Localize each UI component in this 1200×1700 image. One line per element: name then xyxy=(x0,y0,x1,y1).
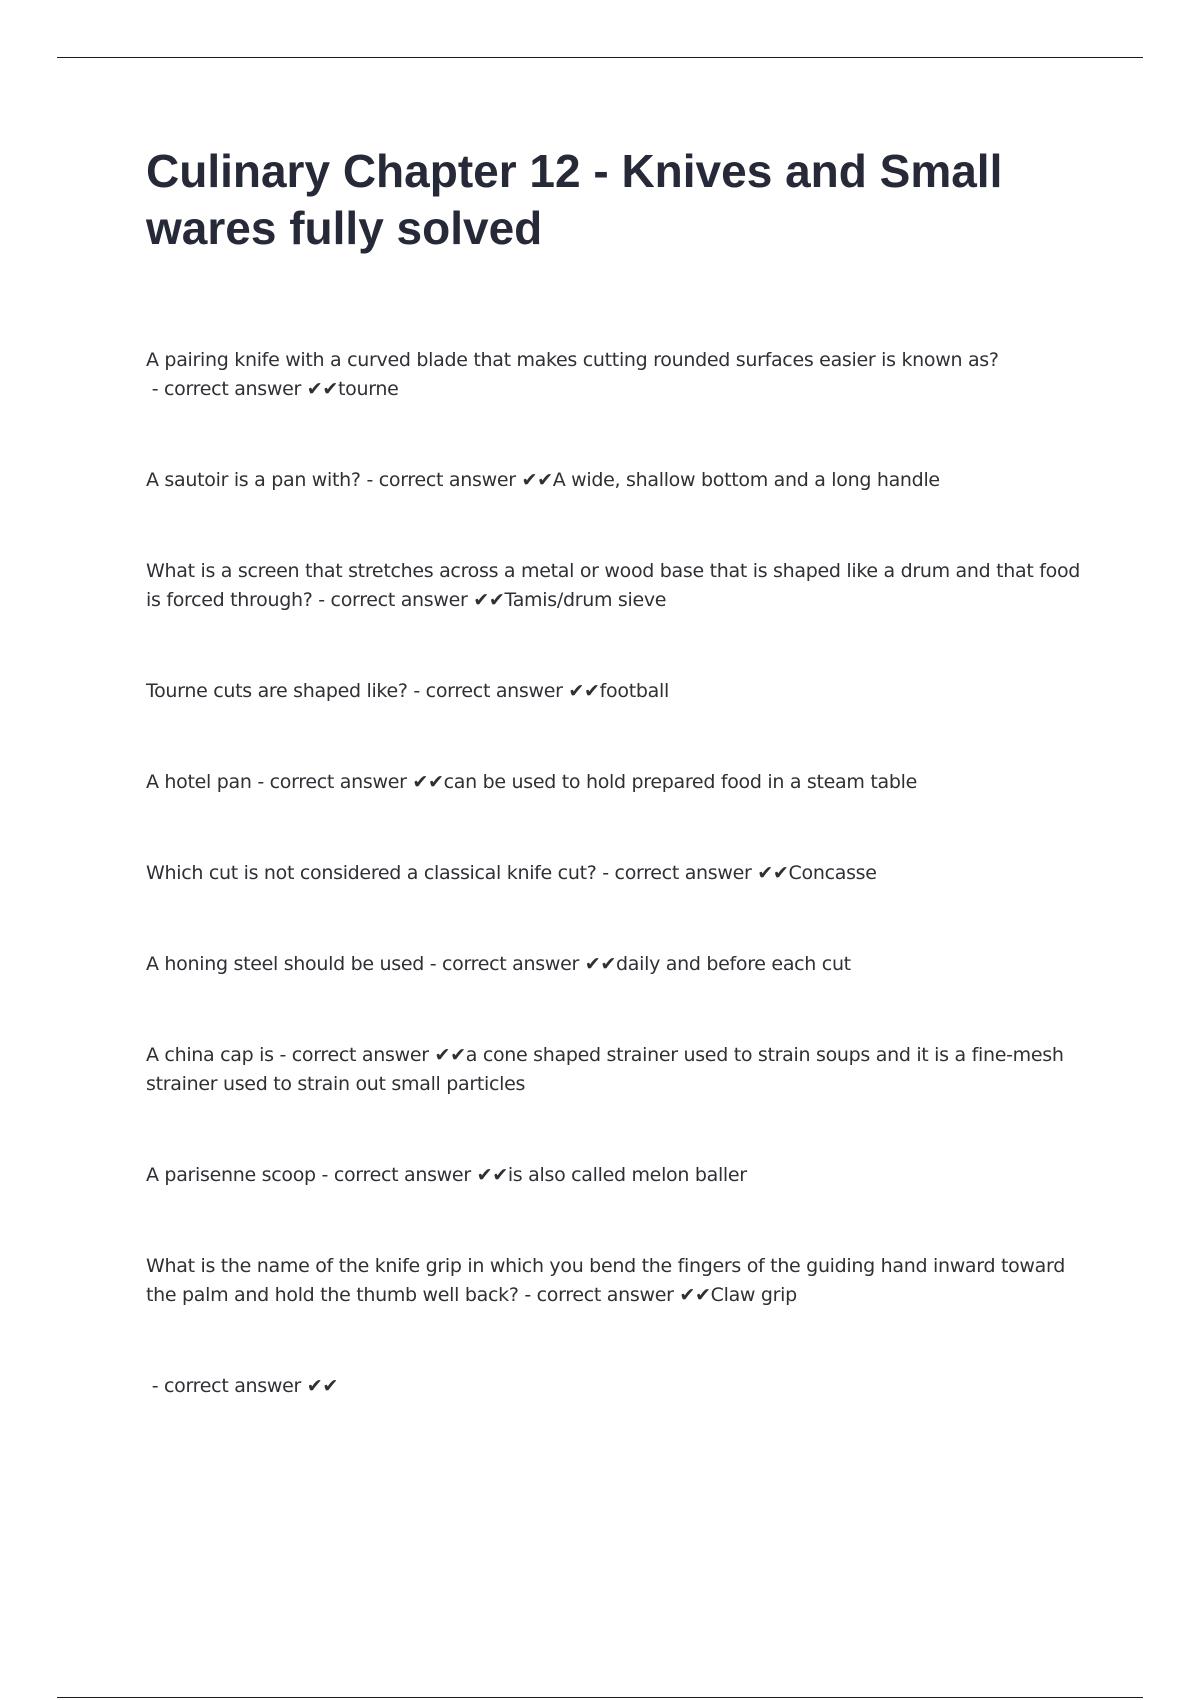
checkmark-icon: ✔✔ xyxy=(412,771,444,793)
qa-item xyxy=(146,1372,1086,1401)
qa-item xyxy=(146,677,1086,706)
header-rule xyxy=(57,57,1143,58)
answer-text: can be used to hold prepared food in a steam table xyxy=(443,771,917,793)
qa-item xyxy=(146,768,1086,797)
qa-item xyxy=(146,557,1086,615)
checkmark-icon: ✔✔ xyxy=(521,469,553,491)
qa-item xyxy=(146,859,1086,888)
checkmark-icon: ✔✔ xyxy=(473,589,505,611)
answer-separator: - correct answer xyxy=(273,1044,435,1066)
answer-separator: - correct answer xyxy=(596,862,758,884)
answer-text: Tamis/drum sieve xyxy=(504,589,667,611)
question-text: A pairing knife with a curved blade that makes cutting rounded surfaces easier is known as? xyxy=(146,349,999,371)
footer-rule xyxy=(57,1697,1143,1698)
qa-list xyxy=(146,346,1086,1463)
answer-separator: - correct answer xyxy=(312,589,474,611)
question-text: Tourne cuts are shaped like? xyxy=(146,680,408,702)
answer-text: football xyxy=(599,680,669,702)
answer-separator: - correct answer xyxy=(146,1375,307,1397)
checkmark-icon: ✔✔ xyxy=(757,862,789,884)
answer-text: a cone shaped strainer used to strain soups and it is a fine-mesh strainer used to strain out small particles xyxy=(146,1044,1064,1095)
question-text: A hotel pan xyxy=(146,771,252,793)
answer-text: tourne xyxy=(338,378,399,400)
question-text: A honing steel should be used xyxy=(146,953,424,975)
answer-text: Claw grip xyxy=(710,1284,797,1306)
question-text: Which cut is not considered a classical knife cut? xyxy=(146,862,597,884)
qa-item xyxy=(146,950,1086,979)
answer-separator: - correct answer xyxy=(315,1164,477,1186)
checkmark-icon: ✔✔ xyxy=(434,1044,466,1066)
checkmark-icon: ✔✔ xyxy=(306,1375,339,1397)
question-text: A china cap is xyxy=(146,1044,274,1066)
answer-text: is also called melon baller xyxy=(507,1164,747,1186)
qa-item xyxy=(146,346,1086,404)
question-text: What is the name of the knife grip in which you bend the fingers of the guiding hand inward toward the palm and hold the thumb well back? xyxy=(146,1255,1065,1306)
answer-text: A wide, shallow bottom and a long handle xyxy=(552,469,940,491)
answer-separator: - correct answer xyxy=(251,771,413,793)
answer-separator: - correct answer xyxy=(360,469,522,491)
qa-item xyxy=(146,1161,1086,1190)
question-text: A sautoir is a pan with? xyxy=(146,469,361,491)
checkmark-icon: ✔✔ xyxy=(476,1164,508,1186)
qa-item xyxy=(146,1252,1086,1310)
answer-separator: - correct answer xyxy=(407,680,569,702)
checkmark-icon: ✔✔ xyxy=(306,378,339,400)
checkmark-icon: ✔✔ xyxy=(679,1284,711,1306)
answer-separator: - correct answer xyxy=(518,1284,680,1306)
question-text: What is a screen that stretches across a metal or wood base that is shaped like a drum and that food is forced through? xyxy=(146,560,1081,611)
qa-item xyxy=(146,1041,1086,1099)
question-text: A parisenne scoop xyxy=(146,1164,316,1186)
checkmark-icon: ✔✔ xyxy=(568,680,600,702)
answer-text: Concasse xyxy=(788,862,877,884)
answer-separator: - correct answer xyxy=(146,378,307,400)
qa-item xyxy=(146,466,1086,495)
page-title: Culinary Chapter 12 - Knives and Small wares fully solved xyxy=(146,145,1003,254)
answer-text: daily and before each cut xyxy=(616,953,851,975)
checkmark-icon: ✔✔ xyxy=(584,953,617,975)
answer-separator: - correct answer xyxy=(423,953,585,975)
